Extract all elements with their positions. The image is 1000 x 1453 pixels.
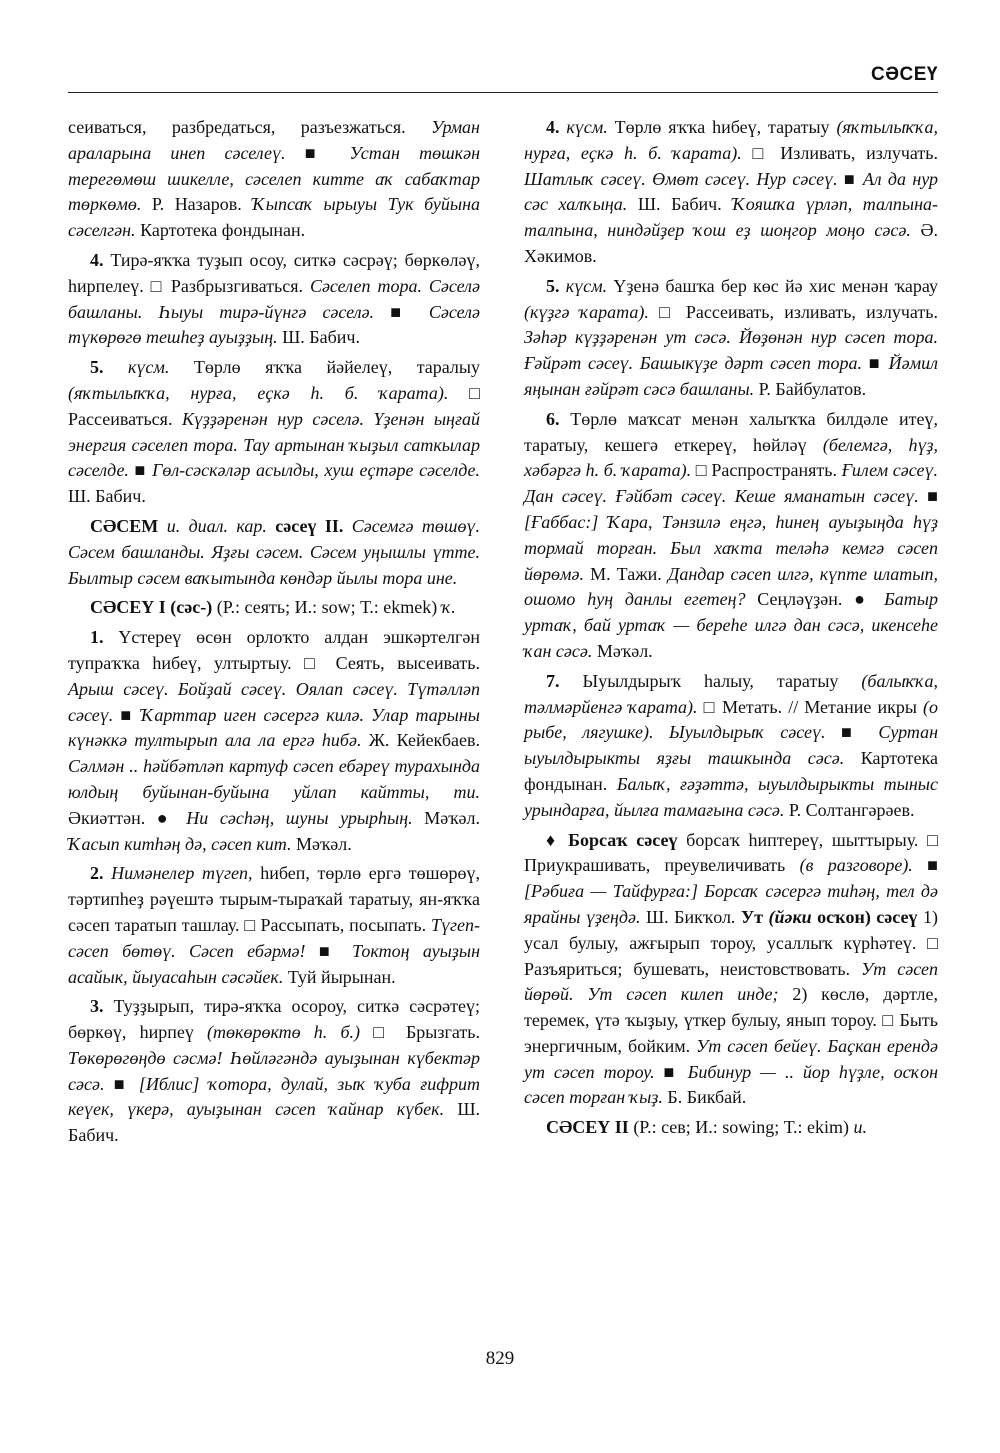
left-column: [68, 115, 480, 1153]
entry-paragraph: 4. Тирә-яҡҡа туҙып осоу, ситкә сәсрәү; бөркөләү, һирпелеү. □ Разбрызгиваться. Сәселеп тора. Сәселә башланы. Һыуы тирә-йүнгә сәселә. ■ Сәселә түкөрөгө тешһеҙ ауыҙҙың. Ш. Бабич.: [68, 249, 480, 348]
entry-paragraph: 5. күсм. Төрлө яҡҡа йәйелеү, таралыу (яҡтылыҡҡа, нурға, еҫкә һ. б. ҡарата). □ Рассеиваться. Күҙҙәренән нур сәселә. Үҙенән ыңғай энергия сәселеп тора. Тау артынан ҡыҙыл саткылар сәселде. ■ Гөл-сәскәләр асылды, хуш еҫтәре сәселде. Ш. Бабич.: [68, 357, 481, 507]
entry-paragraph: сеиваться, разбредаться, разъезжаться. Урман араларына инеп сәселеү. ■ Устан төшкән терегөмөш шикелле, сәселеп китте аҡ сабаҡтар төркөмө. Р. Назаров. Ҡыпсаҡ ырыуы Тук буйына сәселгән. Картотека фондынан.: [68, 117, 481, 241]
page-header: [68, 64, 938, 93]
entry-paragraph: ♦ Борсаҡ сәсеү борсаҡ һиптереү, шыттырыу. □ Приукрашивать, преувеличивать (в разговоре). ■ [Рәбиға — Тайфурға:] Борсаҡ сәсергә тиһәң, тел дә ярайны үҙеңдә. Ш. Бикҡол. Ут (йәки осҡон) сәсеү 1) усал булыу, ажғырып тороу, усаллыҡ күрһәтеү. □ Разъяриться; бушевать, неистовствовать. Ут сәсеп йөрөй. Ут сәсеп килеп инде; 2) көслө, дәртле, теремек, үтә ҡыҙыу, үткер булыу, янып тороу. □ Быть энергичным, бойким. Ут сәсеп бейеү. Баҫкан ерендә ут сәсеп тороу. ■ Бибинур — .. йор һүҙле, осҡон сәсеп торған ҡыҙ. Б. Бикбай.: [524, 829, 939, 1108]
entry-paragraph: СӘСЕМ и. диал. кар. сәсеү II. Сәсемгә төшөү. Сәсем башланды. Яҙғы сәсем. Сәсем уңышлы үтте. Былтыр сәсем ваҡытында көндәр йылы тора ине.: [68, 515, 481, 588]
entry-paragraph: 1. Үстереү өсөн орлоҡто алдан эшкәртелгән тупраҡҡа һибеү, ултыртыу. □ Сеять, высеивать. Арыш сәсеү. Бойҙай сәсеү. Оялап сәсеү. Түтәлләп сәсеү. ■ Ҡарттар иген сәсергә килә. Улар тарыны күнәккә тултырып ала ла ергә һибә. Ж. Кейекбаев. Сәлмән .. һәйбәтләп картуф сәсеп ебәреү турахында юлдың буйынан-буйына уйлап кайтты, ти. Әкиәттән. ● Ни сәсһәң, шуны урырһың. Мәҡәл. Ҡасып китһәң дә, сәсеп кит. Мәҡәл.: [68, 627, 480, 854]
entry-paragraph: 6. Төрлө маҡсат менән халыҡҡа билдәле итеү, таратыу, кешегә еткереү, һөйләү (белемгә, һүҙ, хәбәргә һ. б. ҡарата). □ Распространять. Ғилем сәсеү. Дан сәсеү. Ғәйбәт сәсеү. Кеше яманатын сәсеү. ■ [Ғаббас:] Ҡара, Тәнзилә еңгә, һинең ауыҙыңда һүҙ тормай торған. Был хаҡта теләһә кемгә сәсеп йөрөмә. М. Тажи. Дандар сәсеп илгә, күпте илатып, ошомо һуң данлы егетең? Сеңләүҙән. ● Батыр уртаҡ, бай уртаҡ — береһе илгә дан сәсә, икенсеһе ҡан сәсә. Мәҡәл.: [524, 408, 939, 661]
entry-paragraph: СӘСЕҮ I (сәс-) (Р.: сеять; И.: sow; Т.: ekmek) ҡ.: [90, 597, 456, 618]
entry-paragraph: СӘСЕҮ II (Р.: сев; И.: sowing; Т.: ekim) и.: [546, 1117, 867, 1138]
page-number: 829: [485, 1348, 515, 1369]
running-headword: СӘСЕҮ: [871, 64, 938, 85]
entry-paragraph: 5. күсм. Үҙенә башҡа бер көс йә хис менән ҡарау (күҙгә ҡарата). □ Рассеивать, изливать, излучать. Зәһәр күҙҙәренән ут сәсә. Йөҙөнән нур сәсеп тора. Ғәйрәт сәсеү. Башыкүҙе дәрт сәсеп тора. ■ Йәмил яңынан ғәйрәт сәсә башланы. Р. Байбулатов.: [524, 275, 939, 399]
entry-paragraph: 2. Нимәнелер түгеп, һибеп, төрлө ергә төшөрөү, тәртипһеҙ рәүештә тырым-тыраҡай таратыу, ян-яҡҡа сәсеп таратып ташлау. □ Рассыпать, посыпать. Түгеп-сәсеп бөтөү. Сәсеп ебәрмә! ■ Токтоң ауыҙын асайык, йыуасаһын сәсәйек. Туй йырынан.: [68, 863, 481, 987]
entry-paragraph: 7. Ыуылдырыҡ һалыу, таратыу (балыҡҡа, тәлмәрйенгә ҡарата). □ Метать. // Метание икры (о рыбе, лягушке). Ыуылдырыҡ сәсеү. ■ Суртан ыуылдырыкты яҙғы ташкында сәсә. Картотека фондынан. Балыҡ, ғәҙәттә, ыуылдырыкты тыныс урындарға, йылға тамағына сәсә. Р. Солтангәрәев.: [524, 670, 939, 820]
right-column: [524, 115, 938, 1145]
entry-paragraph: 4. күсм. Төрлө яҡҡа һибеү, таратыу (яҡтылыҡҡа, нурға, еҫкә һ. б. ҡарата). □ Изливать, излучать. Шатлыҡ сәсеү. Өмөт сәсеү. Нур сәсеү. ■ Ал да нур сәс халҡыңа. Ш. Бабич. Ҡояшҡа үрләп, талпына-талпына, ниндәйҙер ҡош еҙ шоңгор моңо сәсә. Ә. Хәкимов.: [524, 117, 939, 266]
entry-paragraph: 3. Туҙҙырып, тирә-яҡҡа осороу, ситкә сәсрәтеү; бөркөү, һирпеү (төкөрөктө һ. б.) □ Брызгать. Төкөрөгөңдө сәсмә! Һөйләгәндә ауыҙынан күбектәр сәсә. ■ [Иблис] ҡотора, дулай, зыҡ ҡуба ғифрит кеүек, үкерә, ауыҙынан сәсеп ҡайнар күбек. Ш. Бабич.: [68, 996, 480, 1146]
